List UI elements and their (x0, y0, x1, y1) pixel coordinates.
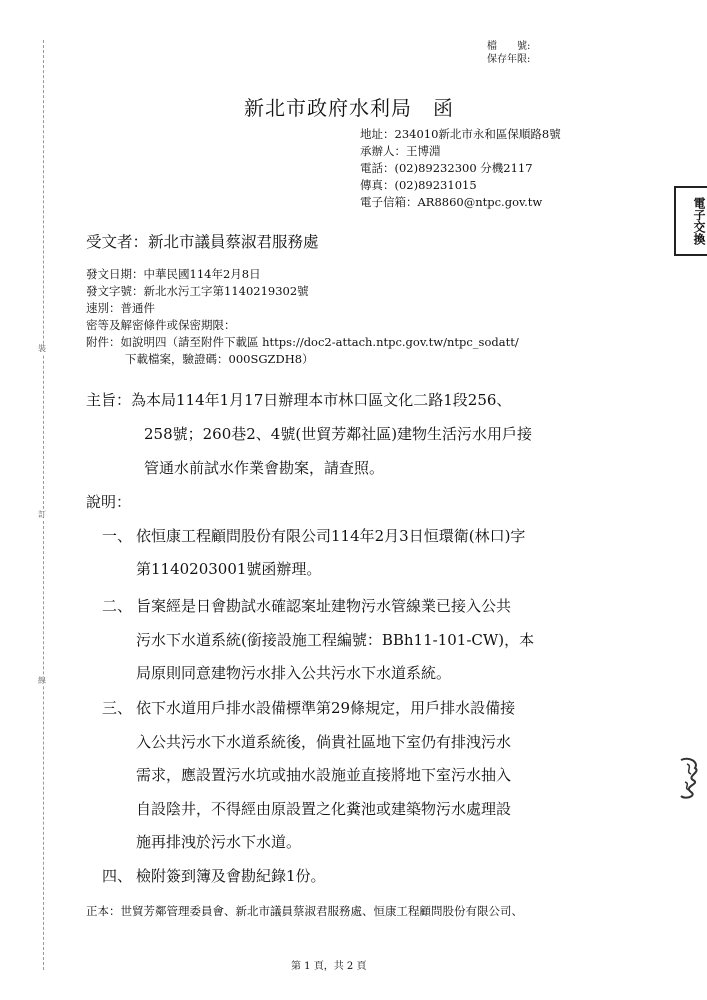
contact-email: 電子信箱：AR8860@ntpc.gov.tw (360, 195, 543, 209)
contact-handler: 承辦人：王博淵 (360, 144, 441, 158)
issue-date: 發文日期：中華民國114年2月8日 (86, 267, 261, 281)
item-line: 自設陰井，不得經由原設置之化糞池或建築物污水處理設 (136, 800, 512, 818)
explanation-label: 說明： (86, 493, 132, 511)
item-line: 入公共污水下水道系統後，倘貴社區地下室仍有排洩污水 (136, 733, 512, 751)
item-line: 施再排洩於污水下水道。 (136, 833, 302, 851)
item-number: 三、 (102, 699, 133, 717)
binding-line (43, 40, 44, 970)
item-line: 依下水道用戶排水設備標準第29條規定，用戶排水設備接 (136, 699, 516, 717)
recipient: 受文者：新北市議員蔡淑君服務處 (86, 233, 319, 251)
document-number: 發文字號：新北水污工字第1140219302號 (86, 284, 309, 298)
item-number: 四、 (102, 867, 133, 885)
attachment-line-1: 附件：如說明四（請至附件下載區 https://doc2-attach.ntpc.gov.tw/ntpc_sodatt/ (86, 335, 519, 349)
page-number: 第 1 頁，共 2 頁 (291, 961, 367, 972)
binding-mark-zhuang: 裝 (38, 344, 46, 353)
item-line: 局原則同意建物污水排入公共污水下水道系統。 (136, 664, 452, 682)
contact-phone: 電話：(02)89232300 分機2117 (360, 161, 533, 175)
subject-line-1: 主旨：為本局114年1月17日辦理本市林口區文化二路1段256、 (86, 391, 512, 409)
subject-line-2: 258號；260巷2、4號(世貿芳鄰社區)建物生活污水用戶接 (144, 425, 533, 443)
binding-mark-ding: 訂 (38, 510, 46, 519)
subject-line-3: 管通水前試水作業會勘案，請查照。 (144, 459, 385, 477)
carbon-copy-line: 正本：世貿芳鄰管理委員會、新北市議員蔡淑君服務處、恒康工程顧問股份有限公司、 (86, 904, 523, 918)
seal-stamp-icon (677, 756, 703, 800)
binding-mark-xian: 線 (38, 676, 46, 685)
contact-fax: 傳真：(02)89231015 (360, 178, 477, 192)
delivery-speed: 速別：普通件 (86, 301, 155, 315)
item-line: 旨案經是日會勘試水確認案址建物污水管線業已接入公共 (136, 597, 512, 615)
item-line: 依恒康工程顧問股份有限公司114年2月3日恒環衛(林口)字 (136, 527, 526, 545)
item-line: 需求，應設置污水坑或抽水設施並直接將地下室污水抽入 (136, 766, 512, 784)
item-number: 一、 (102, 527, 133, 545)
file-number-label: 檔 號: (487, 41, 531, 52)
document-title: 新北市政府水利局 函 (244, 96, 454, 120)
retention-label: 保存年限: (487, 54, 531, 65)
item-number: 二、 (102, 597, 133, 615)
contact-address: 地址：234010新北市永和區保順路8號 (360, 127, 561, 141)
item-line: 污水下水道系統(銜接設施工程編號：BBh11-101-CW)，本 (136, 631, 535, 649)
attachment-line-2: 下載檔案，驗證碼：000SGZDH8） (125, 352, 314, 366)
item-line: 第1140203001號函辦理。 (136, 560, 322, 578)
secrecy-level: 密等及解密條件或保密期限： (86, 318, 236, 332)
electronic-exchange-stamp: 電子交換 (674, 186, 707, 256)
item-line: 檢附簽到簿及會勘紀錄1份。 (136, 867, 326, 885)
